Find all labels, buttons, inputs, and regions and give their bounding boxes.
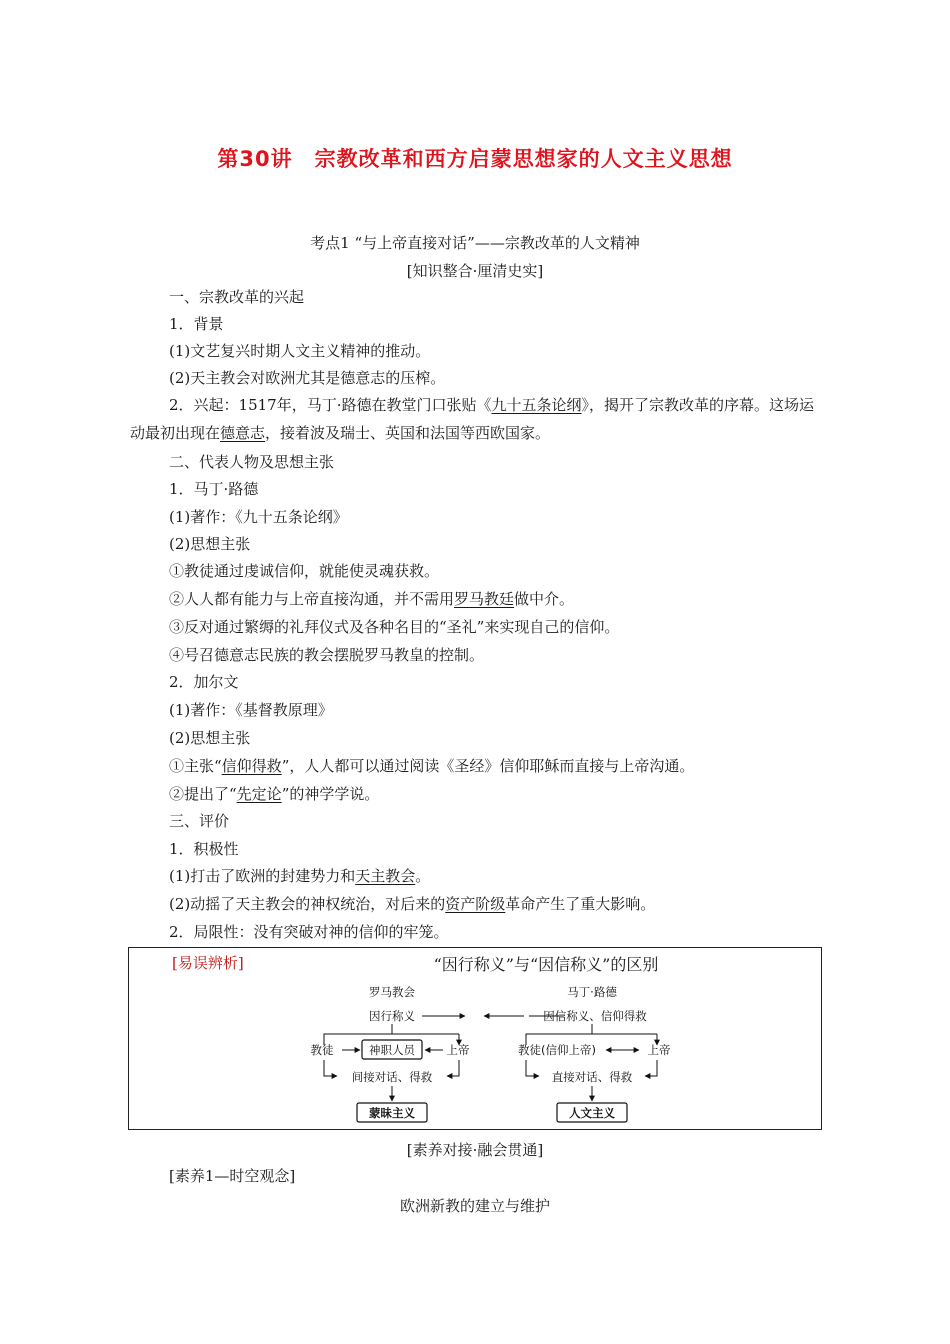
positive-point-2: (2)动摇了天主教会的神权统治，对后来的资产阶级革命产生了重大影响。 <box>169 895 656 913</box>
right-god: 上帝 <box>647 1043 671 1057</box>
calvin-point-1: ①主张“信仰得救”，人人都可以通过阅读《圣经》信仰耶稣而直接与上帝沟通。 <box>169 757 695 775</box>
heading-evaluation: 三、评价 <box>169 812 230 830</box>
section-subtitle: 欧洲新教的建立与维护 <box>399 1197 550 1215</box>
right-header: 马丁·路德 <box>567 985 617 999</box>
left-bottom-left <box>324 1060 337 1076</box>
luther-point-1: ①教徒通过虔诚信仰，就能使灵魂获救。 <box>169 562 440 580</box>
left-god: 上帝 <box>446 1043 470 1057</box>
left-outcome: 蒙昧主义 <box>369 1106 415 1120</box>
answer-blank: 罗马教廷 <box>454 590 515 608</box>
left-connector <box>324 1024 392 1045</box>
luther-point-2: ②人人都有能力与上帝直接沟通，并不需用罗马教廷做中介。 <box>169 590 575 608</box>
suyang-tag: [素养对接·融会贯通] <box>406 1141 544 1159</box>
section-tag: [知识整合·厘清史实] <box>406 262 544 280</box>
right-believer: 教徒(信仰上帝) <box>518 1043 596 1057</box>
answer-blank: 先定论 <box>236 785 282 803</box>
subheading-calvin: 2．加尔文 <box>169 673 239 691</box>
right-bottom-left <box>526 1060 539 1076</box>
positive-point-1: (1)打击了欧洲的封建势力和天主教会。 <box>169 867 431 885</box>
answer-blank: 九十五条论纲 <box>491 396 582 414</box>
calvin-point-2: ②提出了“先定论”的神学学说。 <box>169 785 380 803</box>
left-believer: 教徒 <box>310 1043 334 1057</box>
comparison-diagram <box>129 948 821 1129</box>
subheading-background: 1．背景 <box>169 315 224 333</box>
left-header: 罗马教会 <box>369 985 415 999</box>
background-item-2: (2)天主教会对欧洲尤其是德意志的压榨。 <box>169 369 446 387</box>
subheading-luther: 1．马丁·路德 <box>169 480 259 498</box>
right-outcome: 人文主义 <box>569 1106 615 1120</box>
right-connector <box>526 1024 592 1045</box>
answer-blank: 信仰得救 <box>221 757 282 775</box>
suyang-heading: [素养1—时空观念] <box>169 1167 296 1185</box>
left-bottom-right <box>447 1060 459 1076</box>
left-mediator: 神职人员 <box>369 1043 415 1057</box>
box-tag: [易误辨析] <box>172 954 244 972</box>
luther-work: (1)著作：《九十五条论纲》 <box>169 508 348 526</box>
heading-figures: 二、代表人物及思想主张 <box>169 453 335 471</box>
rise-paragraph: 2．兴起：1517年，马丁·路德在教堂门口张贴《九十五条论纲》，揭开了宗教改革的序幕。这场运动最初出现在德意志，接着波及瑞士、英国和法国等西欧国家。 <box>130 396 815 442</box>
answer-blank: 天主教会 <box>355 867 416 885</box>
kaodian-heading: 考点1 “与上帝直接对话”——宗教改革的人文精神 <box>310 234 640 252</box>
calvin-work: (1)著作：《基督教原理》 <box>169 701 333 719</box>
luther-point-3: ③反对通过繁缛的礼拜仪式及各种名目的“圣礼”来实现自己的信仰。 <box>169 618 620 636</box>
page-title: 第30讲 宗教改革和西方启蒙思想家的人文主义思想 <box>217 147 733 171</box>
left-result: 间接对话、得救 <box>351 1070 433 1084</box>
limitation: 2．局限性：没有突破对神的信仰的牢笼。 <box>169 923 449 941</box>
right-doctrine: 因信称义、信仰得救 <box>543 1009 647 1023</box>
left-doctrine: 因行称义 <box>369 1009 415 1023</box>
right-result: 直接对话、得救 <box>551 1070 633 1084</box>
background-item-1: (1)文艺复兴时期人文主义精神的推动。 <box>169 342 431 360</box>
box-title: “因行称义”与“因信称义”的区别 <box>433 955 659 974</box>
calvin-thought-heading: (2)思想主张 <box>169 729 251 747</box>
answer-blank: 德意志 <box>220 424 266 442</box>
heading-rise: 一、宗教改革的兴起 <box>169 288 305 306</box>
luther-point-4: ④号召德意志民族的教会摆脱罗马教皇的控制。 <box>169 646 485 664</box>
error-analysis-box <box>128 947 822 1130</box>
right-bottom-right <box>645 1060 657 1076</box>
subheading-positive: 1．积极性 <box>169 840 239 858</box>
answer-blank: 资产阶级 <box>445 895 506 913</box>
luther-thought-heading: (2)思想主张 <box>169 535 251 553</box>
